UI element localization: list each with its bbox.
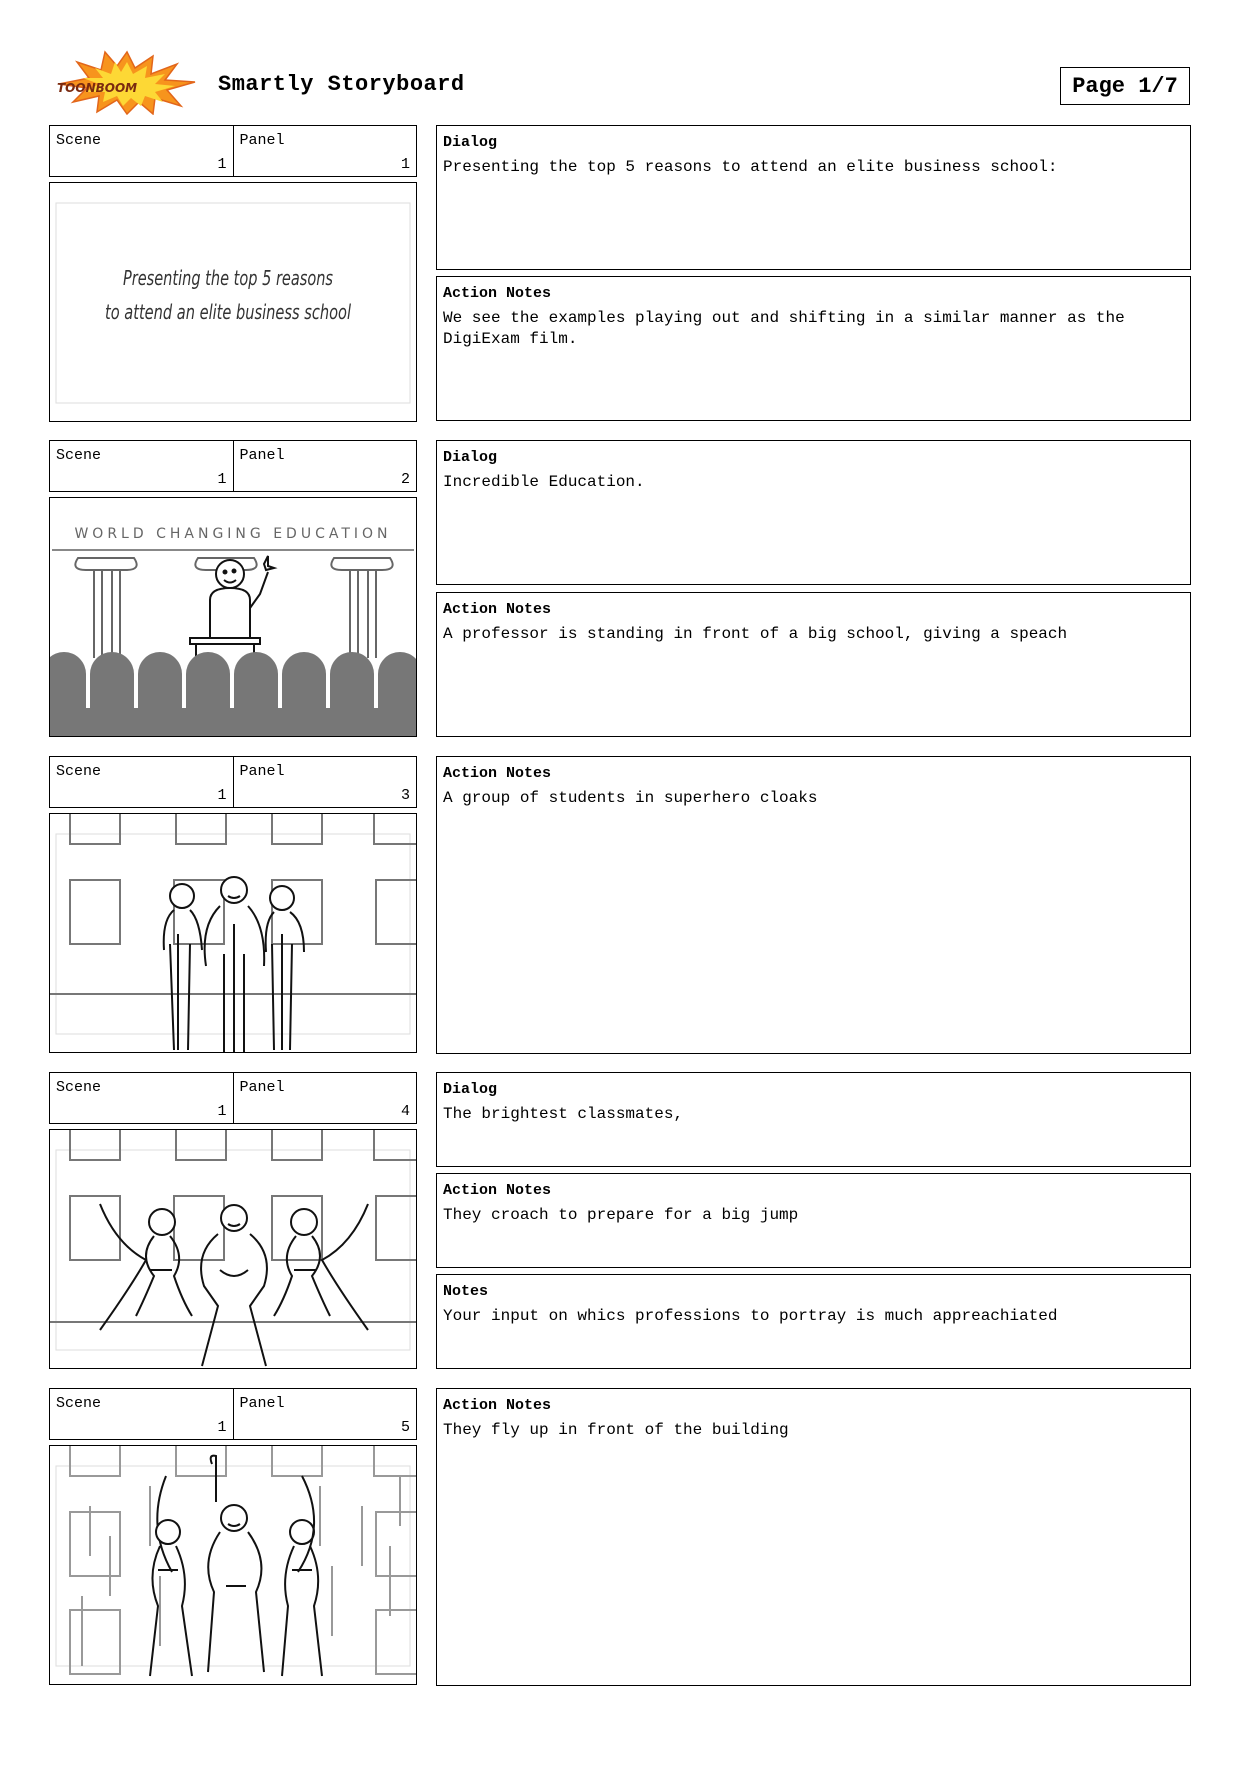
box-text: We see the examples playing out and shifting in a similar manner as the DigiExam film. [443, 309, 1135, 348]
box-text: Your input on whics professions to portray is much appreachiated [443, 1307, 1058, 1325]
box-text: Presenting the top 5 reasons to attend an elite business school: [443, 158, 1058, 176]
panel-3-action-notes-box [436, 756, 1191, 1054]
panel-number: 5 [400, 1419, 410, 1436]
storyboard-title: Smartly Storyboard [218, 72, 465, 97]
panel-cell [233, 757, 417, 807]
scene-cell [50, 1389, 233, 1439]
scene-label: Scene [56, 1079, 102, 1096]
panel-4-notes-box [436, 1274, 1191, 1369]
panel-label: Panel [239, 447, 285, 464]
page-indicator: Page 1/7 [1060, 67, 1190, 105]
panel-number: 4 [400, 1103, 410, 1120]
panel-3-meta [49, 756, 417, 808]
image-caption-line1: Presenting the top 5 reasons [123, 266, 333, 290]
panel-1-action-notes-box [436, 276, 1191, 421]
logo-wordmark: TOONBOOM [57, 81, 138, 95]
panel-label: Panel [239, 132, 285, 149]
panel-1-image [49, 182, 417, 422]
panel-5-action-notes-box [436, 1388, 1191, 1686]
panel-1-meta [49, 125, 417, 177]
panel-2-image [49, 497, 417, 737]
box-text: The brightest classmates, [443, 1105, 684, 1123]
scene-number: 1 [217, 1103, 227, 1120]
scene-cell [50, 757, 233, 807]
box-heading: Dialog [443, 134, 498, 151]
panel-cell [233, 441, 417, 491]
box-heading: Action Notes [443, 765, 552, 782]
panel-4-action-notes-box [436, 1173, 1191, 1268]
scene-label: Scene [56, 132, 102, 149]
box-text: They fly up in front of the building [443, 1421, 789, 1439]
panel-label: Panel [239, 763, 285, 780]
panel-4-image [49, 1129, 417, 1369]
panel-1-dialog-box [436, 125, 1191, 270]
box-heading: Action Notes [443, 601, 552, 618]
panel-cell [233, 126, 417, 176]
scene-label: Scene [56, 1395, 102, 1412]
panel-label: Panel [239, 1395, 285, 1412]
box-heading: Action Notes [443, 1182, 552, 1199]
panel-number: 1 [400, 156, 410, 173]
panel-5-meta [49, 1388, 417, 1440]
panel-5-image [49, 1445, 417, 1685]
scene-label: Scene [56, 447, 102, 464]
panel-2-action-notes-box [436, 592, 1191, 737]
scene-cell [50, 1073, 233, 1123]
scene-number: 1 [217, 787, 227, 804]
panel-number: 2 [400, 471, 410, 488]
box-text: They croach to prepare for a big jump [443, 1206, 799, 1224]
box-heading: Dialog [443, 1081, 498, 1098]
box-text: A group of students in superhero cloaks [443, 789, 818, 807]
box-heading: Action Notes [443, 285, 552, 302]
scene-cell [50, 126, 233, 176]
scene-label: Scene [56, 763, 102, 780]
scene-number: 1 [217, 1419, 227, 1436]
panel-2-dialog-box [436, 440, 1191, 585]
image-banner: WORLD CHANGING EDUCATION [74, 526, 392, 542]
scene-number: 1 [217, 471, 227, 488]
box-heading: Dialog [443, 449, 498, 466]
panel-cell [233, 1389, 417, 1439]
panel-cell [233, 1073, 417, 1123]
panel-label: Panel [239, 1079, 285, 1096]
logo-text [55, 78, 175, 98]
image-caption-line2: to attend an elite business school [105, 300, 352, 324]
panel-3-image [49, 813, 417, 1053]
panel-4-meta [49, 1072, 417, 1124]
panel-2-meta [49, 440, 417, 492]
scene-cell [50, 441, 233, 491]
box-text: Incredible Education. [443, 473, 645, 491]
panel-number: 3 [400, 787, 410, 804]
scene-number: 1 [217, 156, 227, 173]
box-heading: Notes [443, 1283, 489, 1300]
box-heading: Action Notes [443, 1397, 552, 1414]
panel-4-dialog-box [436, 1072, 1191, 1167]
box-text: A professor is standing in front of a big school, giving a speach [443, 625, 1068, 643]
